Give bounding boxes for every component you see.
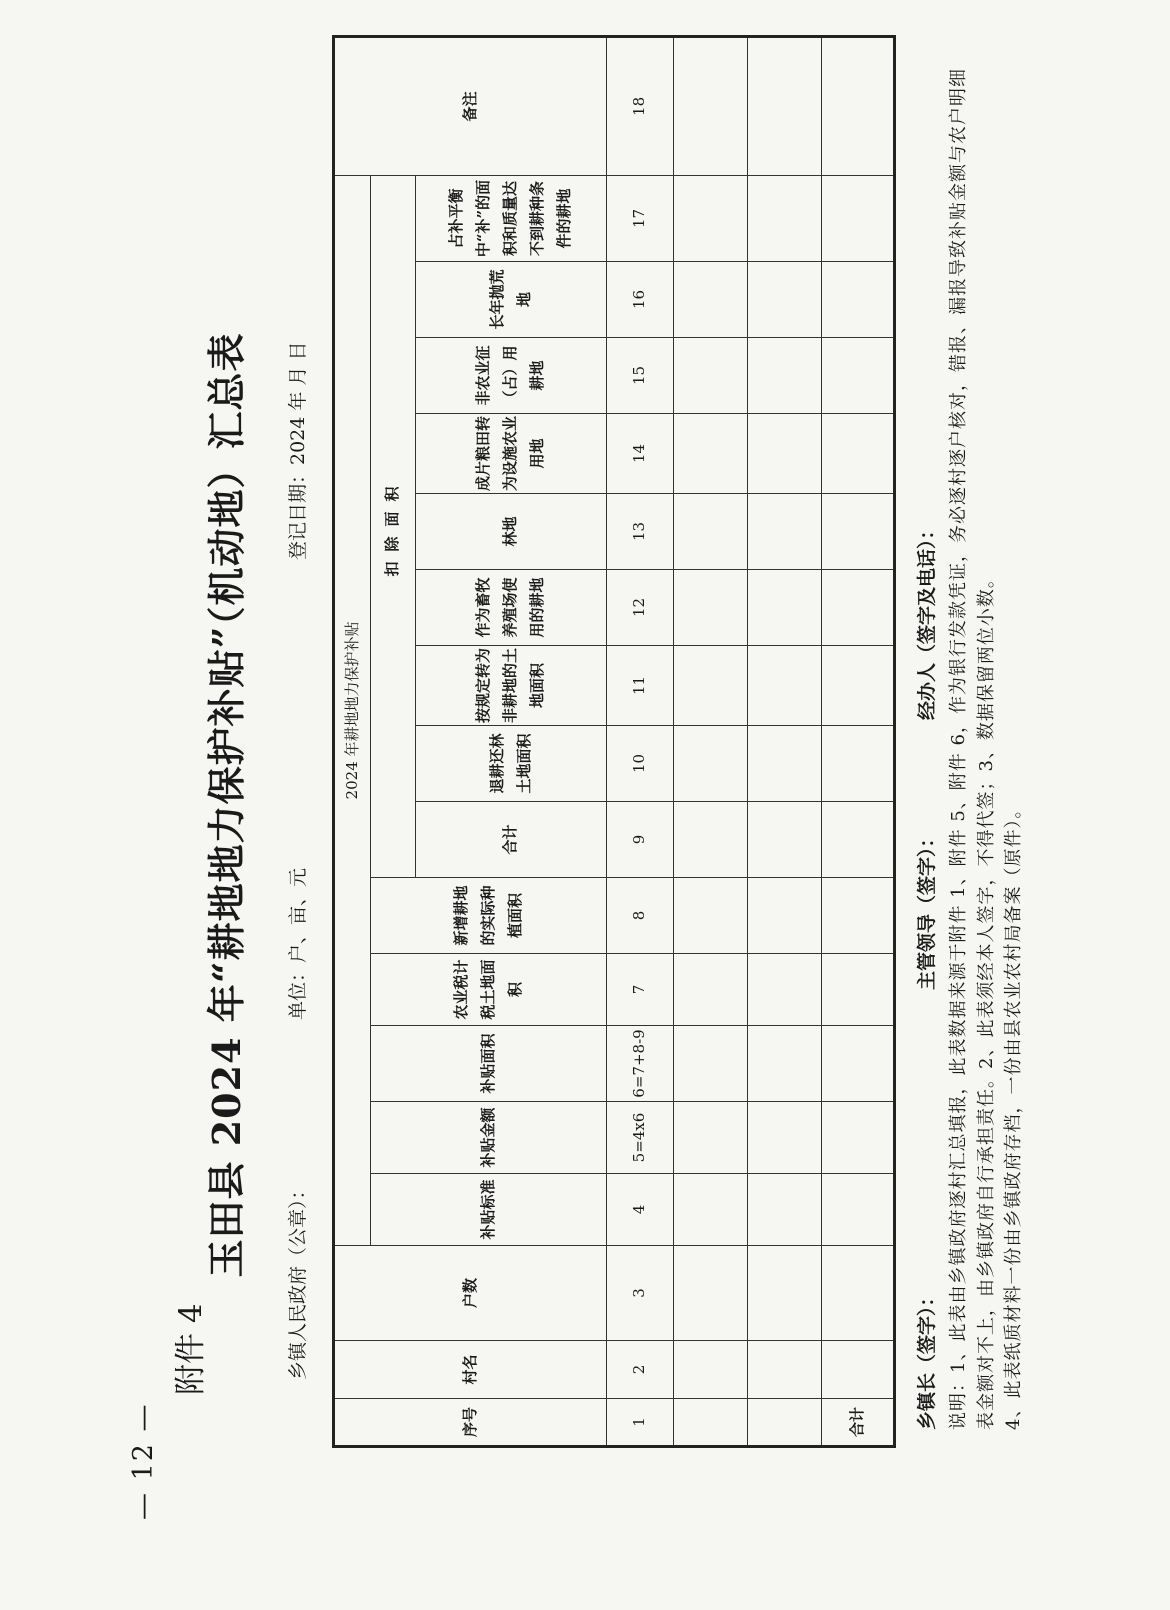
column-number-cell: 8 [606, 878, 673, 954]
header-group: 2024 年耕地地力保护补贴 [334, 175, 371, 1245]
header-d5: 成片粮田转为设施农业用地 [415, 414, 606, 494]
total-label: 合计 [822, 1399, 895, 1447]
column-number-cell: 7 [606, 954, 673, 1026]
header-d1: 退耕还林土地面积 [415, 726, 606, 802]
header-d6: 非农业征（占）用耕地 [415, 338, 606, 414]
column-number-cell: 2 [606, 1341, 673, 1399]
notes-paragraph-2: 4、此表纸质材料一份由乡镇政府存档，一份由县农业农村局备案（原件）。 [1003, 799, 1024, 1430]
notes-paragraph: 说明：1、此表由乡镇政府逐村汇总填报，此表数据来源于附件 1、附件 5、附件 6，作为银行发款凭证，务必逐村逐户核对，错报、漏报导致补贴金额与农户明细表金额对不上，由乡镇政府自行承担责任。2、此表须经本人签字，不得代签；3、数据保留两位小数。 [948, 68, 997, 1430]
attachment-label: 附件 4 [173, 1303, 209, 1395]
header-tax-area: 农业税计税土地面积 [371, 954, 607, 1026]
total-row [822, 36, 895, 1446]
page-title: 玉田县 2024 年“耕地地力保护补贴”（机动地）汇总表 [204, 332, 249, 1278]
header-d4: 林地 [415, 494, 606, 570]
summary-table [332, 35, 896, 1448]
column-number-cell: 15 [606, 338, 673, 414]
column-number-cell: 6=7+8-9 [606, 1026, 673, 1102]
header-total: 合计 [415, 802, 606, 878]
header-d7: 长年抛荒地 [415, 262, 606, 338]
leader-signature-label: 主管领导（签字）： [916, 828, 938, 990]
column-number-cell: 1 [606, 1399, 673, 1447]
header-deduct: 扣除面积 [371, 175, 416, 877]
column-number-cell: 10 [606, 726, 673, 802]
numbering-row [606, 36, 673, 1446]
column-number-cell: 9 [606, 802, 673, 878]
unit-label: 单位：户、亩、元 [287, 867, 309, 1020]
column-number-cell: 11 [606, 646, 673, 726]
header-d3: 作为畜牧养殖场使用的耕地 [415, 570, 606, 646]
column-number-cell: 4 [606, 1174, 673, 1246]
header-standard: 补贴标准 [371, 1174, 607, 1246]
column-number-cell: 3 [606, 1246, 673, 1341]
gov-seal-label: 乡镇人民政府（公章）： [287, 1180, 309, 1380]
column-number-cell: 18 [606, 36, 673, 175]
head-signature-label: 乡镇长（签字）： [916, 1287, 938, 1430]
header-amount: 补贴金额 [371, 1102, 607, 1174]
table-row [747, 36, 821, 1446]
header-village: 村名 [334, 1341, 607, 1399]
header-households: 户数 [334, 1246, 607, 1341]
column-number-cell: 17 [606, 175, 673, 261]
table-row [673, 36, 747, 1446]
column-number-cell: 16 [606, 262, 673, 338]
page-number: — 12 — [128, 1402, 159, 1520]
handler-signature-label: 经办人（签字及电话）： [916, 520, 938, 720]
column-number-cell: 5=4x6 [606, 1102, 673, 1174]
header-remark: 备注 [334, 36, 607, 175]
column-number-cell: 13 [606, 494, 673, 570]
header-new-area: 新增耕地的实际种植面积 [371, 878, 607, 954]
column-number-cell: 14 [606, 414, 673, 494]
header-d2: 按规定转为非耕地的土地面积 [415, 646, 606, 726]
date-label: 登记日期：2024 年 月 日 [287, 341, 309, 560]
header-d8: 占补平衡中“补”的面积和质量达不到耕种条件的耕地 [415, 175, 606, 261]
header-seq: 序号 [334, 1399, 607, 1447]
header-area: 补贴面积 [371, 1026, 607, 1102]
column-number-cell: 12 [606, 570, 673, 646]
